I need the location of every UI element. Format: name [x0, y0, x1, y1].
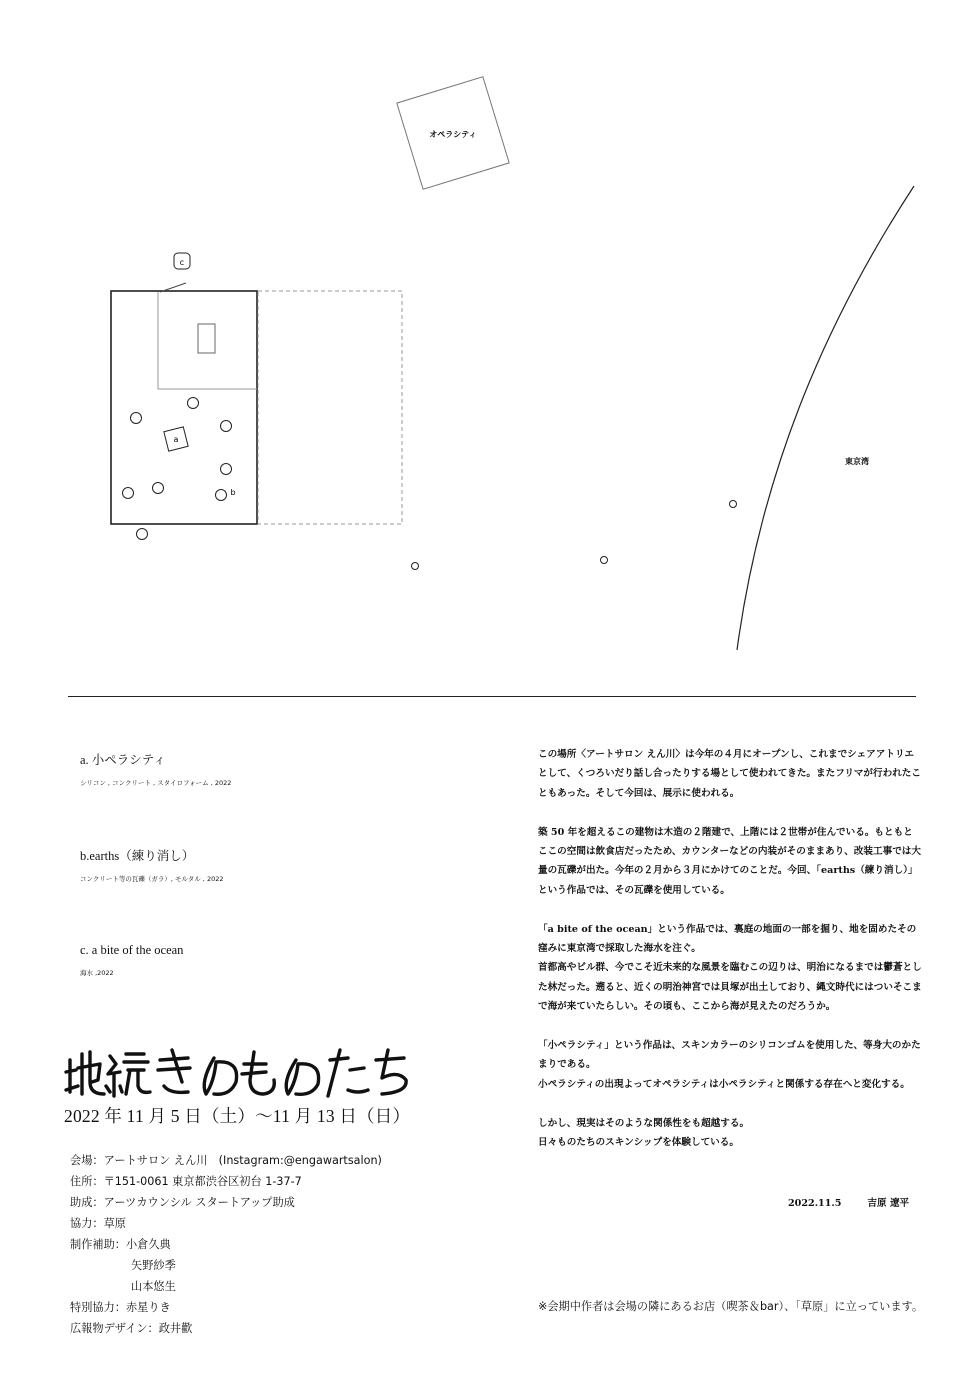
- work-materials: 海水 ,2022: [80, 969, 114, 977]
- work-item-b: [80, 846, 223, 883]
- marker-a-label: a: [173, 435, 179, 444]
- essay-paragraph: 小ペラシティの出現よってオペラシティは小ペラシティと関係する存在へと変化する。: [538, 1078, 910, 1090]
- marker-c-label: c: [179, 258, 185, 267]
- tokyo-bay-label: 東京湾: [845, 457, 869, 466]
- work-item-c: [80, 943, 183, 977]
- rubble-circle: [221, 464, 232, 475]
- work-item-a: [80, 750, 231, 787]
- essay-paragraph: 首都高やビル群、今でこそ近未来的な風景を臨むこの辺りは、明治になるまでは鬱蒼とした林だった。遡ると、近くの明治神宮では貝塚が出土しており、縄文時代にはついそこまで海が来ていたらしい。その頃も、ここから海が見えたのだろうか。: [538, 962, 922, 1013]
- rubble-circle: [730, 501, 737, 508]
- rubble-circle: [221, 421, 232, 432]
- backyard-outline: [258, 291, 402, 524]
- rubble-circle: [137, 529, 148, 540]
- essay-date: 2022.11.5: [788, 1198, 842, 1209]
- essay-author: 吉原 遼平: [867, 1198, 910, 1209]
- rubble-circle: [131, 413, 142, 424]
- grant: 助成：アーツカウンシル スタートアップ助成: [70, 1196, 295, 1209]
- essay-paragraph: 「小ペラシティ」という作品は、スキンカラーのシリコンゴムを使用した、等身大のかたまりである。: [538, 1040, 921, 1071]
- pr-design: 広報物デザイン：政井歡: [70, 1322, 193, 1335]
- rubble-circle: [123, 488, 134, 499]
- exhibition-info: [70, 1150, 382, 1339]
- artist-presence-note: ※会期中作者は会場の隣にあるお店（喫茶＆bar）、「草原」に立っています。: [538, 1300, 924, 1313]
- opera-city-block: [397, 77, 509, 189]
- special-cooperation: 特別協力：赤星りき: [70, 1301, 171, 1314]
- rubble-circle: [188, 398, 199, 409]
- marker-b-label: b: [230, 488, 236, 497]
- work-materials: シリコン , コンクリート , スタイロフォーム , 2022: [80, 779, 232, 787]
- production-assistant: 矢野紗季: [131, 1259, 176, 1272]
- production-assistant: 制作補助：小倉久典: [70, 1238, 171, 1251]
- work-materials: コンクリート等の瓦礫（ガラ）, モルタル , 2022: [80, 875, 224, 883]
- essay-paragraph: この場所〈アートサロン えん川〉は今年の４月にオープンし、これまでシェアアトリエとして、くつろいだり話し合ったりする場として使われてきた。またフリマが行われたこともあった。そして今回は、展示に使われる。: [538, 749, 921, 799]
- rubble-circle: [412, 563, 419, 570]
- essay-signature: [788, 1195, 909, 1209]
- cooperation: 協力：草原: [70, 1217, 126, 1230]
- essay: [538, 745, 922, 1152]
- rubble-circle: [153, 483, 164, 494]
- counter-area: [158, 292, 257, 389]
- address: 住所：〒151-0061 東京都渋谷区初台 1-37-7: [70, 1175, 302, 1188]
- essay-paragraph: 築 50 年を超えるこの建物は木造の２階建で、上階には２世帯が住んでいる。もともとここの空間は飲食店だったため、カウンターなどの内装がそのままあり、改装工事では大量の瓦礫が出た。今年の２月から３月にかけてのことだ。今回、「earths（練り消し）」という作品では、その瓦礫を使用している。: [538, 826, 921, 896]
- essay-paragraph: しかし、現実はそのような関係性をも超越する。: [538, 1117, 750, 1129]
- production-assistant: 山本悠生: [131, 1280, 176, 1293]
- exhibition-dates: 2022 年 11 月 5 日（土）〜11 月 13 日（日）: [64, 1106, 411, 1126]
- tokyo-bay-coastline: [737, 186, 914, 650]
- essay-paragraph: 日々ものたちのスキンシップを体験している。: [538, 1137, 739, 1149]
- rubble-circle: [216, 490, 227, 501]
- fixture-rect: [198, 324, 215, 353]
- exhibition-logo: [64, 1042, 414, 1106]
- venue: 会場：アートサロン えん川 (Instagram:@engawartsalon): [70, 1154, 382, 1167]
- rubble-circle: [601, 557, 608, 564]
- rubble-markers: [123, 398, 737, 570]
- site-map: [0, 0, 979, 690]
- work-title: b.earths（練り消し）: [80, 849, 195, 863]
- work-title: c. a bite of the ocean: [80, 943, 184, 957]
- work-title: a. 小ペラシティ: [80, 753, 166, 767]
- essay-paragraph: 「a bite of the ocean」という作品では、裏庭の地面の一部を掘り、地を固めたその窪みに東京湾で採取した海水を注ぐ。: [538, 923, 917, 955]
- opera-city-label: オペラシティ: [429, 129, 477, 139]
- section-divider: [68, 696, 916, 697]
